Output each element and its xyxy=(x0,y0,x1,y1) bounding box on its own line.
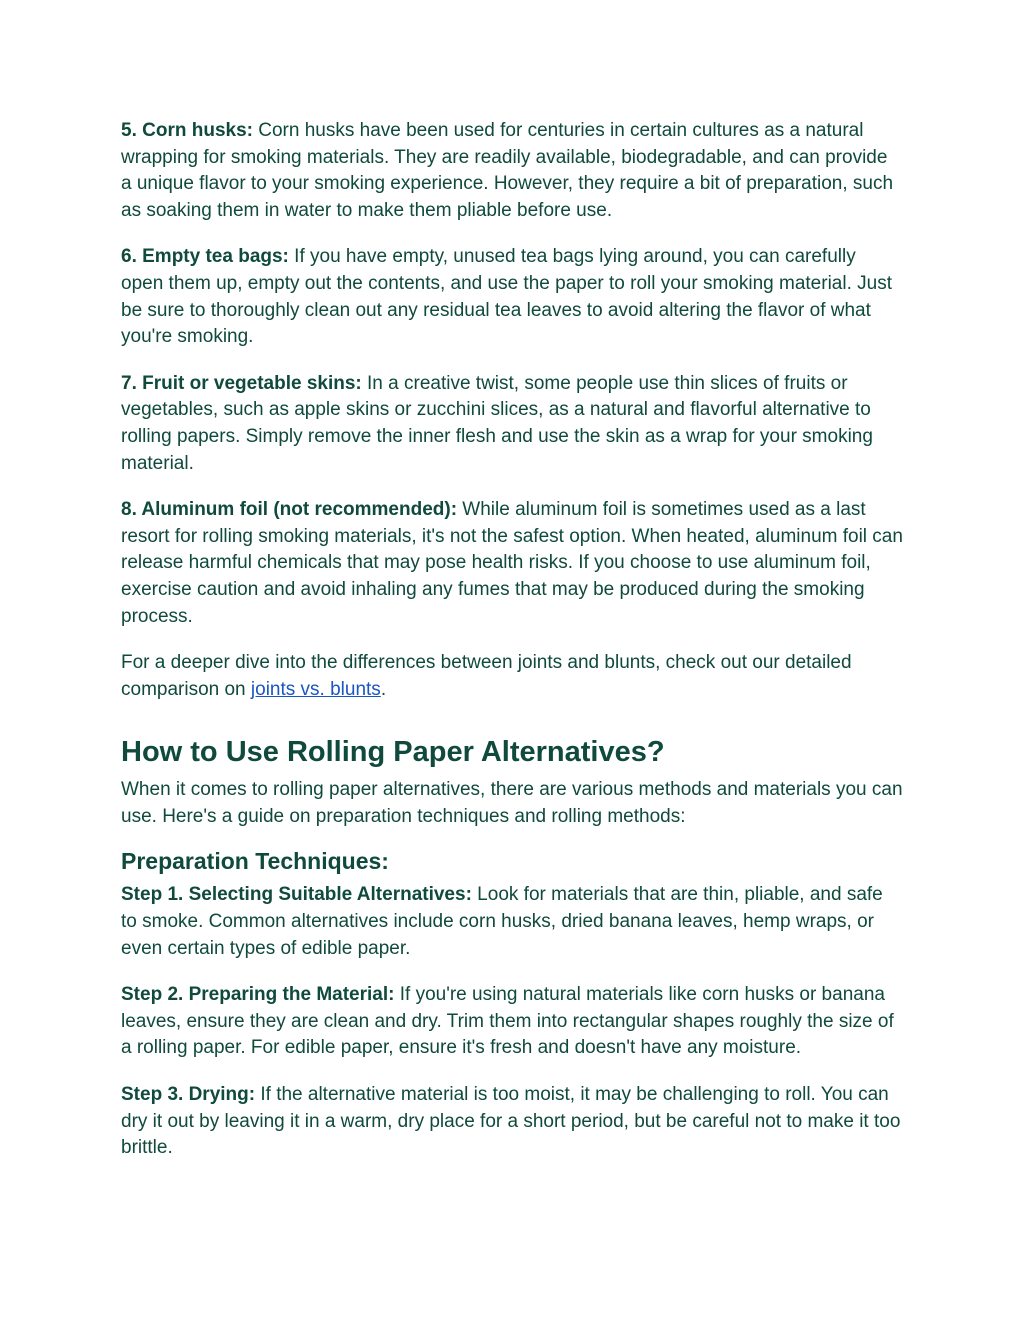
item-text: While aluminum foil is sometimes used as a last resort for rolling smoking materials, it's not the safest option. When heated, aluminum foil can release harmful chemicals that may pose health risks. If you choose to use aluminum foil, exercise caution and avoid inhaling any fumes that may be produced during the smoking process. xyxy=(121,499,903,627)
item-text: If you have empty, unused tea bags lying around, you can carefully open them up, empty out the contents, and use the paper to roll your smoking material. Just be sure to thoroughly clean out any residual tea leaves to avoid altering the flavor of what you're smoking. xyxy=(121,246,892,348)
preparation-heading: Preparation Techniques: xyxy=(121,848,389,875)
item-text: Corn husks have been used for centuries in certain cultures as a natural wrapping for smoking materials. They are readily available, biodegradable, and can provide a unique flavor to your smoking experience. However, they require a bit of preparation, such as soaking them in water to make them pliable before use. xyxy=(121,120,894,221)
joints-vs-blunts-link[interactable]: joints vs. blunts xyxy=(250,678,381,700)
step-lead: Step 2. Preparing the Material: xyxy=(121,984,395,1006)
list-item-aluminum-foil xyxy=(121,497,903,630)
deeper-dive-end: . xyxy=(380,678,387,700)
step-text: If you're using natural materials like corn husks or banana leaves, ensure they are clean and dry. Trim them into rectangular shapes roughly the size of a rolling paper. For edible paper, ensure it's fresh and doesn't have any moisture. xyxy=(121,984,894,1059)
deeper-dive-text: For a deeper dive into the differences between joints and blunts, check out our detailed comparison on xyxy=(121,652,852,700)
item-lead: 7. Fruit or vegetable skins: xyxy=(121,372,362,394)
step-selecting xyxy=(121,882,903,962)
step-drying xyxy=(121,1082,903,1162)
deeper-dive-paragraph xyxy=(121,650,903,703)
item-lead: 6. Empty tea bags: xyxy=(121,246,289,268)
step-preparing xyxy=(121,982,903,1062)
list-item-tea-bags xyxy=(121,244,903,350)
list-item-fruit-skins xyxy=(121,371,903,477)
item-lead: 5. Corn husks: xyxy=(121,120,253,141)
step-text: Look for materials that are thin, pliable, and safe to smoke. Common alternatives include corn husks, dried banana leaves, hemp wraps, or even certain types of edible paper. xyxy=(121,884,883,959)
section-heading: How to Use Rolling Paper Alternatives? xyxy=(121,736,665,769)
item-text: In a creative twist, some people use thin slices of fruits or vegetables, such as apple skins or zucchini slices, as a natural and flavorful alternative to rolling papers. Simply remove the inner flesh and use the skin as a wrap for your smoking material. xyxy=(121,372,873,474)
item-lead: 8. Aluminum foil (not recommended): xyxy=(121,499,458,521)
step-text: If the alternative material is too moist, it may be challenging to roll. You can dry it out by leaving it in a warm, dry place for a short period, but be careful not to make it too brittle. xyxy=(121,1084,901,1159)
step-lead: Step 3. Drying: xyxy=(121,1084,256,1106)
list-item-corn-husks xyxy=(121,118,903,224)
step-lead: Step 1. Selecting Suitable Alternatives: xyxy=(121,884,472,906)
section-intro: When it comes to rolling paper alternatives, there are various methods and materials you can use. Here's a guide on preparation techniques and rolling methods: xyxy=(121,779,903,827)
document-page xyxy=(121,118,903,1182)
